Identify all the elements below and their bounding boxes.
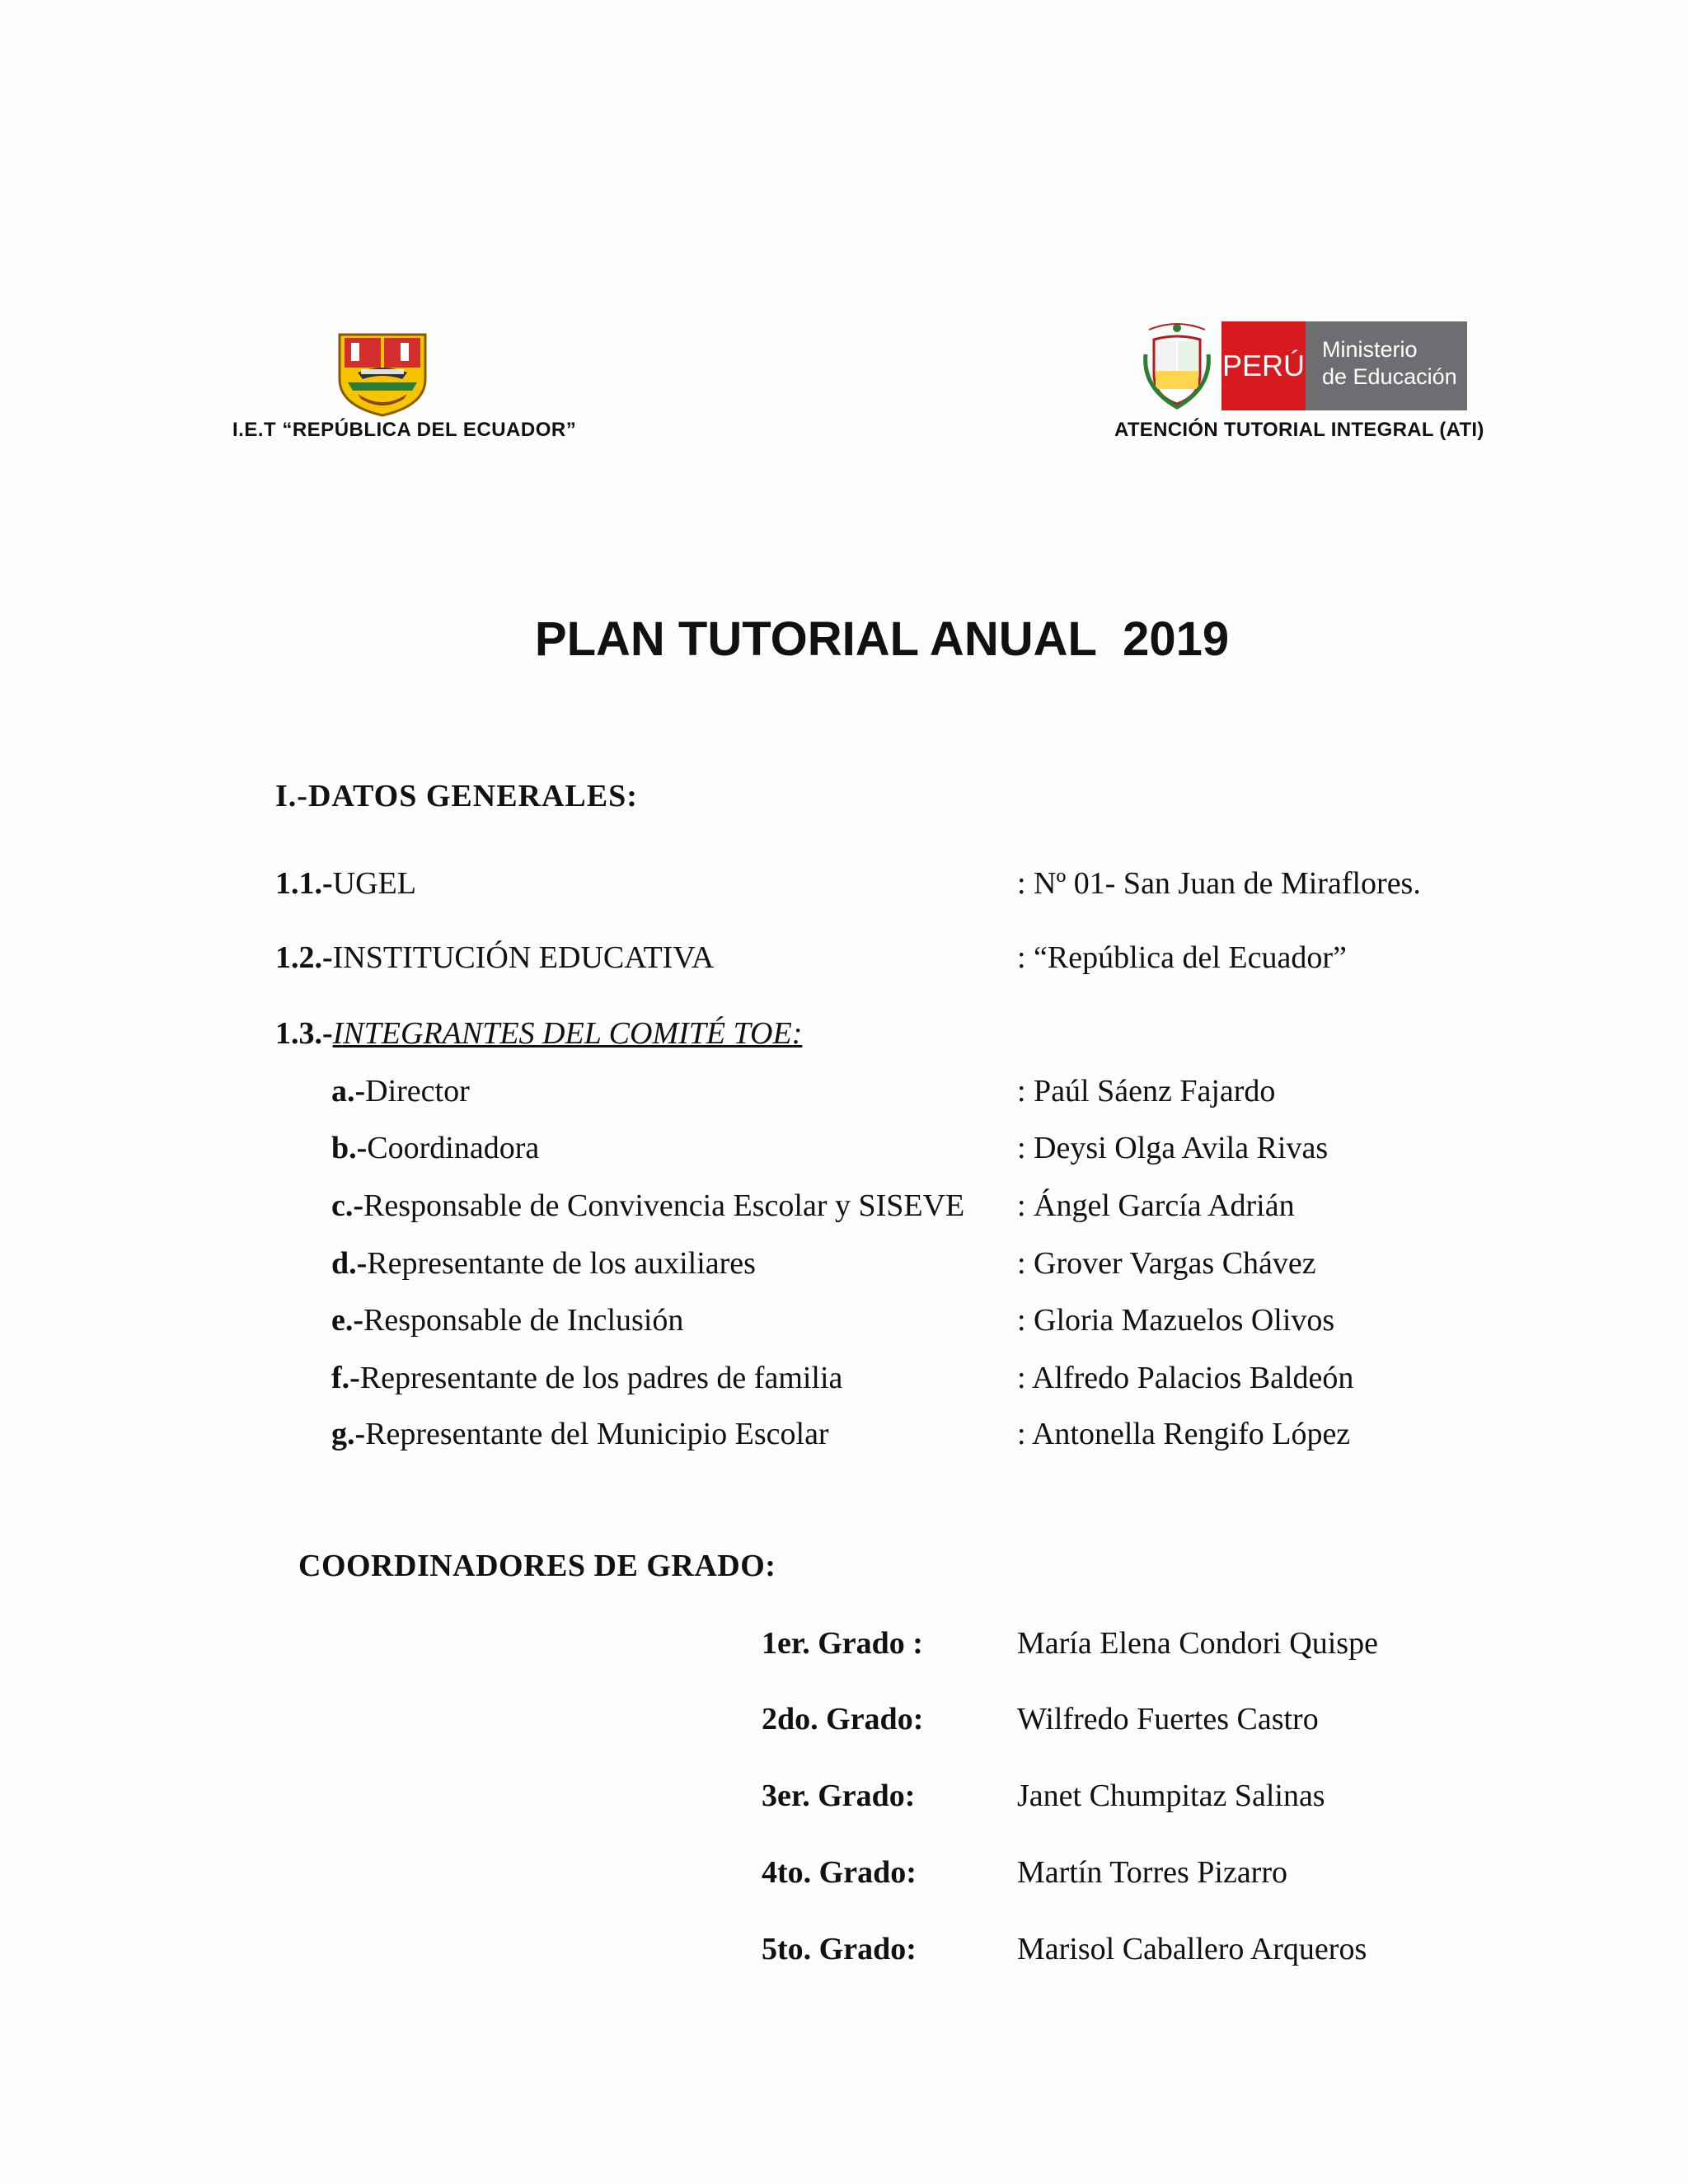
committee-title: INTEGRANTES DEL COMITÉ TOE: <box>332 1016 803 1051</box>
committee-row <box>331 1416 829 1452</box>
committee-row <box>331 1188 964 1224</box>
peru-label: PERÚ <box>1221 321 1306 410</box>
committee-member-name: : Antonella Rengifo López <box>1017 1417 1351 1451</box>
grade-coordinator-name: Janet Chumpitaz Salinas <box>1017 1779 1325 1813</box>
grade-label: 3er. Grado: <box>762 1779 916 1813</box>
row-letter: b.- <box>331 1131 368 1165</box>
ministry-line-2: de Educación <box>1322 364 1457 389</box>
item-label: UGEL <box>332 866 416 901</box>
row-letter: c.- <box>331 1188 364 1223</box>
row-role: Director <box>365 1074 470 1108</box>
ministry-logo <box>1137 321 1467 410</box>
row-role: Representante de los padres de familia <box>359 1361 843 1395</box>
document-title: PLAN TUTORIAL ANUAL 2019 <box>534 612 1230 666</box>
grade-coordinator-name: Martín Torres Pizarro <box>1017 1855 1287 1890</box>
committee-member-name: : Gloria Mazuelos Olivos <box>1017 1303 1335 1338</box>
committee-member-name: : Alfredo Palacios Baldeón <box>1017 1361 1354 1395</box>
school-name: I.E.T “REPÚBLICA DEL ECUADOR” <box>232 419 577 441</box>
committee-row <box>331 1360 842 1396</box>
item-institucion <box>275 940 714 976</box>
item-number: 1.3.- <box>275 1016 333 1051</box>
grade-label: 4to. Grado: <box>762 1855 917 1890</box>
item-ugel-value: : Nº 01- San Juan de Miraflores. <box>1017 866 1421 901</box>
item-number: 1.1.- <box>275 866 333 901</box>
school-shield-logo <box>333 330 432 419</box>
row-letter: a.- <box>331 1074 366 1108</box>
grade-label: 2do. Grado: <box>762 1702 924 1736</box>
grade-coordinator-name: María Elena Condori Quispe <box>1017 1626 1378 1661</box>
ministry-name <box>1306 321 1467 410</box>
row-letter: f.- <box>331 1361 360 1395</box>
section-heading-datos-generales: I.-DATOS GENERALES: <box>275 779 638 813</box>
item-number: 1.2.- <box>275 940 333 975</box>
grade-label: 5to. Grado: <box>762 1932 917 1966</box>
committee-member-name: : Ángel García Adrián <box>1017 1188 1295 1223</box>
grade-coordinator-name: Wilfredo Fuertes Castro <box>1017 1702 1319 1736</box>
row-letter: d.- <box>331 1246 368 1281</box>
row-role: Responsable de Inclusión <box>363 1303 684 1338</box>
grade-coordinator-name: Marisol Caballero Arqueros <box>1017 1932 1367 1966</box>
committee-row <box>331 1302 683 1338</box>
row-letter: e.- <box>331 1303 364 1338</box>
committee-row <box>331 1073 470 1109</box>
program-name: ATENCIÓN TUTORIAL INTEGRAL (ATI) <box>1114 419 1484 441</box>
item-label: INSTITUCIÓN EDUCATIVA <box>332 940 715 975</box>
row-role: Coordinadora <box>367 1131 540 1165</box>
grade-label: 1er. Grado : <box>762 1626 923 1661</box>
ministry-line-1: Ministerio <box>1322 337 1418 362</box>
row-role: Representante de los auxiliares <box>367 1246 756 1281</box>
row-role: Responsable de Convivencia Escolar y SISEVE <box>363 1188 965 1223</box>
item-institucion-value: : “República del Ecuador” <box>1017 940 1347 975</box>
row-letter: g.- <box>331 1417 366 1451</box>
committee-member-name: : Grover Vargas Chávez <box>1017 1246 1316 1281</box>
row-role: Representante del Municipio Escolar <box>365 1417 829 1451</box>
committee-member-name: : Paúl Sáenz Fajardo <box>1017 1074 1276 1108</box>
committee-row <box>331 1130 539 1166</box>
item-ugel <box>275 865 416 902</box>
national-seal-icon <box>1137 321 1217 410</box>
committee-row <box>331 1245 756 1282</box>
committee-member-name: : Deysi Olga Avila Rivas <box>1017 1131 1329 1165</box>
committee-heading <box>275 1015 802 1052</box>
section-heading-coordinadores: COORDINADORES DE GRADO: <box>298 1549 776 1583</box>
